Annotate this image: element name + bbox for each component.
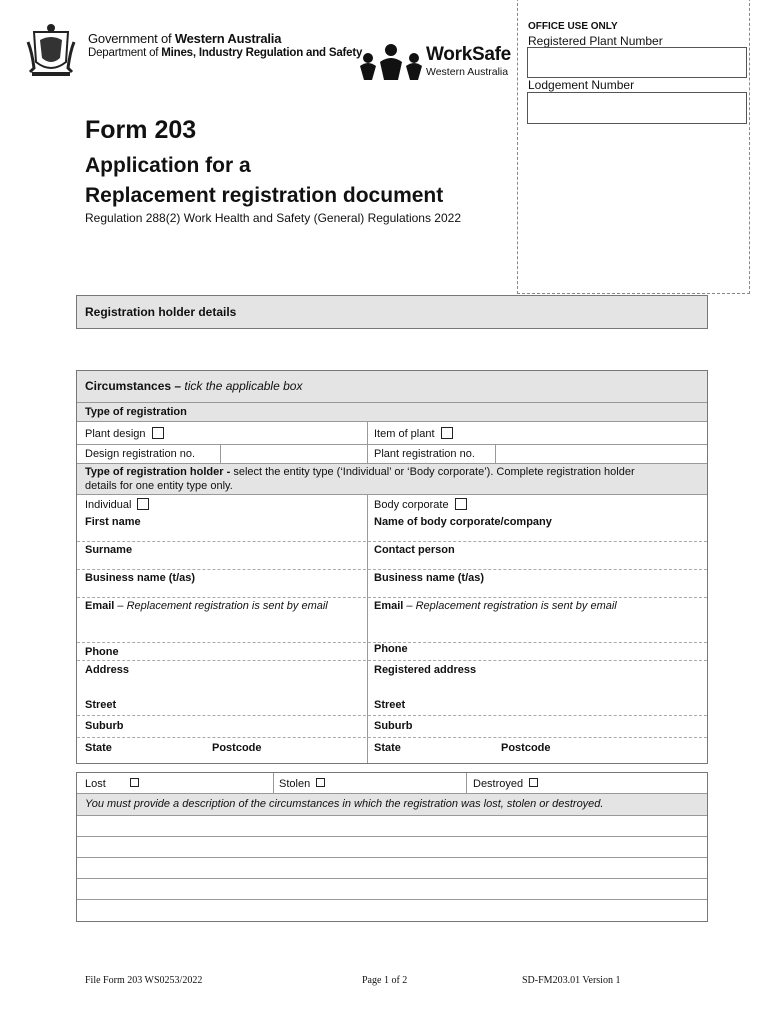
section-heading: Registration holder details — [85, 305, 237, 319]
holder-type-instruction-2: details for one entity type only. — [85, 480, 233, 492]
destroyed-checkbox[interactable] — [529, 778, 538, 787]
description-line-2[interactable] — [77, 837, 707, 857]
office-use-title: OFFICE USE ONLY — [528, 21, 618, 32]
type-of-registration-label: Type of registration — [85, 406, 187, 418]
regulation-reference: Regulation 288(2) Work Health and Safety (General) Regulations 2022 — [85, 211, 461, 225]
postcode-label-corporate: Postcode — [501, 742, 551, 754]
street-label-corporate: Street — [374, 699, 406, 711]
first-name-label: First name — [85, 516, 141, 528]
stolen-option: Stolen — [279, 778, 325, 790]
circumstances-heading: Circumstances – tick the applicable box — [85, 379, 303, 393]
individual-option: Individual — [85, 498, 149, 511]
design-registration-no-field[interactable] — [221, 445, 367, 463]
worksafe-subtitle: Western Australia — [426, 66, 509, 78]
state-label-corporate: State — [374, 742, 401, 754]
lodgement-number-label: Lodgement Number — [528, 78, 635, 92]
phone-label: Phone — [85, 646, 119, 658]
worksafe-name: WorkSafe — [426, 44, 511, 65]
registered-plant-number-label: Registered Plant Number — [528, 34, 663, 48]
description-line-1[interactable] — [77, 816, 707, 836]
phone-label-corporate: Phone — [374, 643, 408, 655]
coat-of-arms-logo — [26, 22, 76, 78]
registered-plant-number-field[interactable] — [527, 47, 747, 78]
state-label: State — [85, 742, 112, 754]
business-name-label: Business name (t/as) — [85, 572, 196, 584]
registration-holder-section — [76, 295, 708, 329]
item-of-plant-option: Item of plant — [374, 427, 453, 440]
destroyed-option: Destroyed — [473, 778, 538, 790]
footer-file-reference: File Form 203 WS0253/2022 — [85, 975, 203, 986]
stolen-checkbox[interactable] — [316, 778, 325, 787]
description-instruction: You must provide a description of the circumstances in which the registration was lost, stolen or destroyed. — [85, 798, 604, 810]
footer-page-number: Page 1 of 2 — [362, 975, 408, 986]
contact-person-label: Contact person — [374, 544, 455, 556]
lodgement-number-field[interactable] — [527, 92, 747, 124]
plant-registration-no-field[interactable] — [496, 445, 706, 463]
description-line-4[interactable] — [77, 879, 707, 899]
lost-checkbox[interactable] — [130, 778, 139, 787]
circumstances-table — [76, 370, 708, 764]
postcode-label: Postcode — [212, 742, 262, 754]
dept-name: Department of Mines, Industry Regulation and Safety — [88, 47, 363, 59]
registered-address-label: Registered address — [374, 664, 477, 676]
body-corporate-checkbox[interactable] — [455, 498, 467, 510]
form-number: Form 203 — [85, 116, 197, 144]
lost-option: Lost — [85, 778, 139, 790]
holder-type-instruction: Type of registration holder - select the entity type (‘Individual’ or ‘Body corporate’). Complete registration holder — [85, 466, 635, 478]
email-label: Email – Replacement registration is sent by email — [85, 600, 328, 612]
address-label: Address — [85, 664, 130, 676]
body-corporate-option: Body corporate — [374, 498, 467, 511]
description-line-3[interactable] — [77, 858, 707, 878]
body-corporate-name-label: Name of body corporate/company — [374, 516, 552, 528]
description-line-5[interactable] — [77, 900, 707, 920]
plant-design-checkbox[interactable] — [152, 427, 164, 439]
form-title-line2: Replacement registration document — [85, 184, 444, 207]
gov-name: Government of Western Australia — [88, 31, 282, 46]
footer-version: SD-FM203.01 Version 1 — [522, 975, 621, 986]
business-name-label-corporate: Business name (t/as) — [374, 572, 485, 584]
individual-checkbox[interactable] — [137, 498, 149, 510]
plant-design-option: Plant design — [85, 427, 164, 440]
form-title-line1: Application for a — [85, 154, 251, 177]
lost-stolen-destroyed-table — [76, 772, 708, 922]
suburb-label: Suburb — [85, 720, 124, 732]
suburb-label-corporate: Suburb — [374, 720, 413, 732]
item-of-plant-checkbox[interactable] — [441, 427, 453, 439]
design-registration-no-label: Design registration no. — [85, 448, 196, 460]
surname-label: Surname — [85, 544, 133, 556]
worksafe-logo-icon — [356, 40, 426, 84]
street-label: Street — [85, 699, 117, 711]
email-label-corporate: Email – Replacement registration is sent by email — [374, 600, 617, 612]
plant-registration-no-label: Plant registration no. — [374, 448, 475, 460]
